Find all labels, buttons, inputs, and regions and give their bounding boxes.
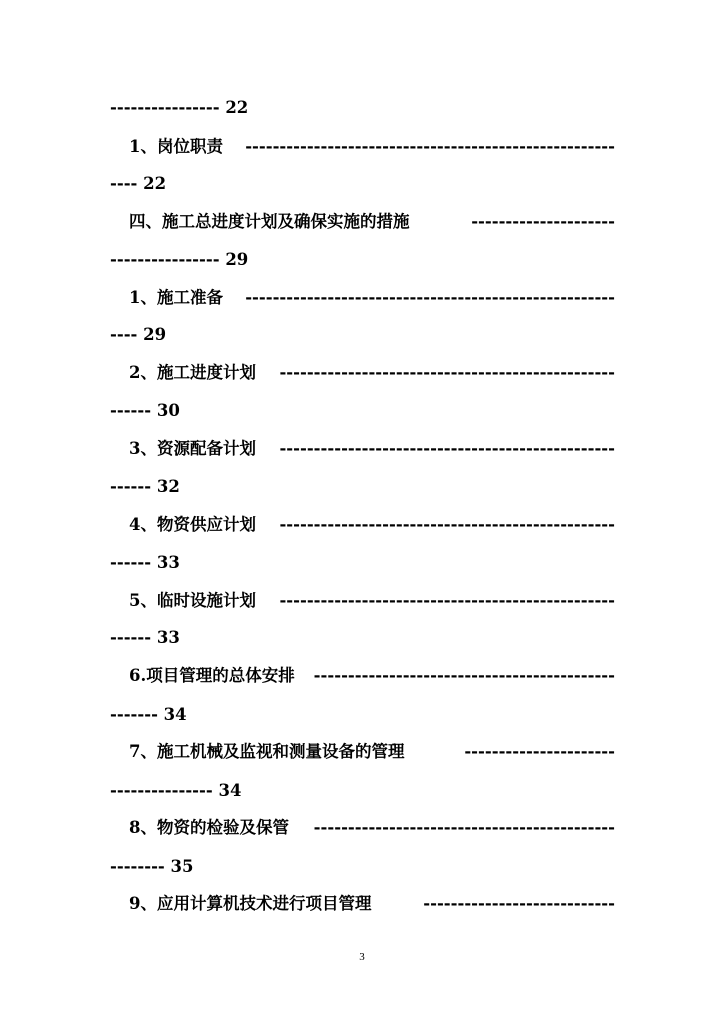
toc-continuation: ------- 34 [110, 705, 187, 724]
toc-entry[interactable] [129, 515, 615, 535]
toc-entry-title: 1、岗位职责 [129, 137, 223, 156]
toc-leader: --------------------- [471, 212, 615, 231]
toc-entry-title: 1、施工准备 [129, 288, 223, 307]
toc-leader: ------------------------------------------------- [279, 515, 615, 534]
toc-continuation: -------- 35 [110, 857, 194, 876]
toc-entry[interactable] [129, 742, 615, 762]
toc-entry-title: 6.项目管理的总体安排 [129, 666, 295, 685]
toc-entry-title: 2、施工进度计划 [129, 363, 256, 382]
toc-leader: ---------------------- [464, 742, 615, 761]
toc-leader: ------------------------------------------------------ [245, 288, 615, 307]
toc-leader: ------------------------------------------------- [279, 363, 615, 382]
toc-entry[interactable] [129, 137, 615, 157]
toc-leader: ------------------------------------------------- [279, 439, 615, 458]
toc-entry-title: 7、施工机械及监视和测量设备的管理 [129, 742, 405, 761]
toc-continuation: ---------------- 29 [110, 250, 249, 269]
toc-entry-title: 9、应用计算机技术进行项目管理 [129, 894, 372, 913]
toc-continuation: ---- 29 [110, 325, 167, 344]
toc-leader: ------------------------------------------------------ [245, 137, 615, 156]
toc-leader: ---------------------------- [423, 894, 615, 913]
toc-entry-title: 5、临时设施计划 [129, 591, 256, 610]
toc-entry[interactable] [129, 212, 615, 232]
toc-continuation: ---- 22 [110, 174, 167, 193]
toc-entry[interactable] [129, 591, 615, 611]
toc-entry[interactable] [129, 288, 615, 308]
toc-entry[interactable] [129, 818, 615, 838]
toc-entry-title: 3、资源配备计划 [129, 439, 256, 458]
toc-continuation: --------------- 34 [110, 781, 242, 800]
toc-entry[interactable] [129, 666, 615, 686]
toc-continuation: ------ 32 [110, 477, 180, 496]
toc-leader: ------------------------------------------------- [279, 591, 615, 610]
toc-entry-title: 8、物资的检验及保管 [129, 818, 289, 837]
toc-entry[interactable] [129, 363, 615, 383]
page-number: 3 [359, 951, 365, 963]
toc-entry-title: 4、物资供应计划 [129, 515, 256, 534]
toc-entry[interactable] [129, 439, 615, 459]
toc-leader: -------------------------------------------- [313, 666, 615, 685]
toc-leader: -------------------------------------------- [313, 818, 615, 837]
toc-continuation: ------ 30 [110, 401, 180, 420]
toc-entry[interactable] [129, 894, 615, 914]
toc-continuation: ------ 33 [110, 553, 180, 572]
toc-continuation: ---------------- 22 [110, 98, 249, 117]
toc-continuation: ------ 33 [110, 628, 180, 647]
toc-entry-title: 四、施工总进度计划及确保实施的措施 [129, 212, 410, 231]
